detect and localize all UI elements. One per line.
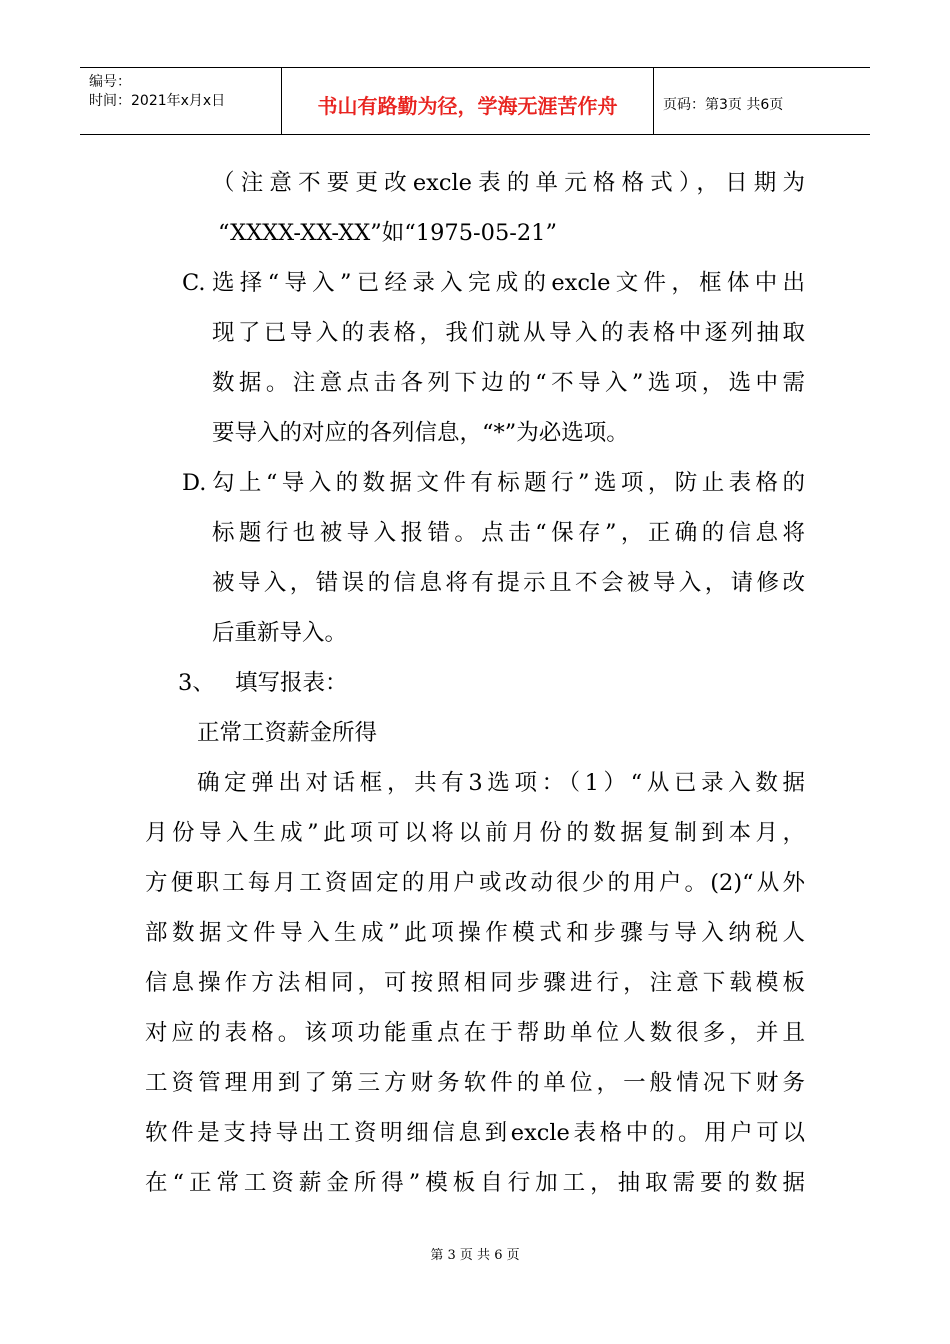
paragraph-line: 方便职工每月工资固定的用户或改动很少的用户。(2)“从外 [145, 870, 805, 896]
paragraph-line: 信息操作方法相同，可按照相同步骤进行，注意下载模板 [145, 970, 805, 996]
paragraph-line: 工资管理用到了第三方财务软件的单位，一般情况下财务 [145, 1070, 805, 1096]
list-item-c-line: 选择“导入”已经录入完成的excle文件，框体中出 [212, 270, 805, 296]
section-subtitle: 正常工资薪金所得 [197, 720, 378, 746]
list-item-label-c: C. [182, 270, 206, 296]
header-page-info: 页码：第3页 共6页 [663, 97, 784, 113]
list-item-d-line: 勾上“导入的数据文件有标题行”选项，防止表格的 [212, 470, 805, 496]
paragraph-line: 对应的表格。该项功能重点在于帮助单位人数很多，并且 [145, 1020, 805, 1046]
step-number: 3、 [178, 670, 215, 696]
paragraph-line: 在“正常工资薪金所得”模板自行加工，抽取需要的数据 [145, 1170, 805, 1196]
paragraph-line: 部数据文件导入生成”此项操作模式和步骤与导入纳税人 [145, 920, 805, 946]
list-item-d-line: 被导入，错误的信息将有提示且不会被导入，请修改 [212, 570, 805, 596]
text-line: （注意不要更改excle表的单元格格式），日期为 [212, 170, 805, 196]
page-header [80, 67, 870, 135]
list-item-c-line: 要导入的对应的各列信息，“*”为必选项。 [212, 420, 629, 446]
list-item-c-line: 数据。注意点击各列下边的“不导入”选项，选中需 [212, 370, 805, 396]
header-meta-cell [80, 68, 282, 134]
header-motto: 书山有路勤为径，学海无涯苦作舟 [282, 68, 654, 134]
list-item-c-line: 现了已导入的表格，我们就从导入的表格中逐列抽取 [212, 320, 805, 346]
step-title: 填写报表： [235, 670, 348, 696]
text-line: “XXXX-XX-XX”如“1975-05-21” [218, 220, 558, 246]
page-footer: 第 3 页 共 6 页 [430, 1248, 520, 1263]
paragraph-line: 软件是支持导出工资明细信息到excle表格中的。用户可以 [145, 1120, 805, 1146]
paragraph-line: 月份导入生成”此项可以将以前月份的数据复制到本月， [145, 820, 805, 846]
list-item-d-line: 标题行也被导入报错。点击“保存”，正确的信息将 [212, 520, 805, 546]
time-label: 时间：2021年x月x日 [89, 93, 226, 109]
paragraph-line: 确定弹出对话框，共有3选项：（1）“从已录入数据 [197, 770, 805, 796]
number-label: 编号： [89, 74, 131, 90]
list-item-d-line: 后重新导入。 [212, 620, 348, 646]
list-item-label-d: D. [182, 470, 207, 496]
